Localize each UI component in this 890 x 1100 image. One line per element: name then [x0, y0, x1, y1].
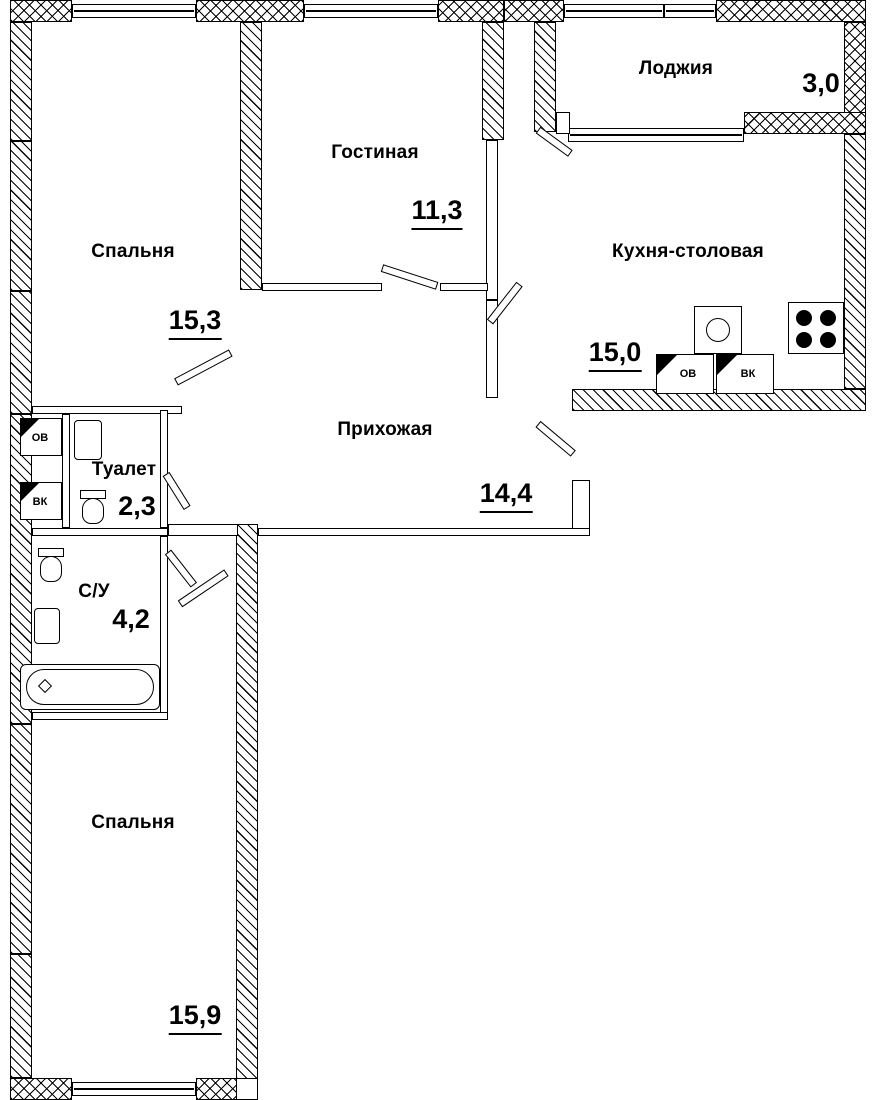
- wall-loggia-bottom-left: [556, 112, 570, 134]
- window-loggia-left-mullion: [566, 10, 662, 12]
- wall-exterior-top-left: [10, 0, 72, 22]
- window-bedroom2-bottom-mullion: [74, 1088, 194, 1090]
- wall-exterior-left-c: [10, 291, 32, 414]
- wall-exterior-top-a: [196, 0, 304, 22]
- wall-exterior-left-b: [10, 141, 32, 291]
- wall-bedroom1-living: [240, 22, 262, 290]
- door-kitchen-hall[interactable]: [535, 421, 575, 457]
- door-living[interactable]: [381, 264, 439, 290]
- wall-exterior-left-f: [10, 954, 32, 1078]
- room-area-bedroom2: 15,9: [169, 1000, 222, 1035]
- riser-label-vk-hall: ВК: [26, 492, 54, 512]
- kitchen-sink-basin: [706, 318, 730, 342]
- room-label-loggia: Лоджия: [638, 58, 714, 79]
- riser-label-vk-kitchen: ВК: [732, 364, 764, 384]
- window-living-top-mullion: [306, 10, 436, 12]
- wall-loggia-left: [534, 22, 556, 132]
- stove-burner-4: [820, 332, 836, 348]
- door-bedroom1[interactable]: [174, 349, 232, 385]
- room-label-hall: Прихожая: [337, 419, 433, 440]
- washbasin-toilet: [74, 420, 102, 460]
- riser-corner-vk-kitchen: [716, 354, 738, 376]
- wall-corner-bottom-right: [236, 1078, 258, 1100]
- toilet-tank-bath: [38, 548, 64, 557]
- wall-exterior-bottom-left: [10, 1078, 72, 1100]
- kitchen-stove: [788, 302, 844, 354]
- wall-living-right-a: [482, 22, 504, 140]
- wall-hall-bottom: [258, 528, 590, 536]
- wall-exterior-left-e: [10, 724, 32, 954]
- room-area-kitchen: 15,0: [589, 337, 642, 372]
- wall-living-bottom-right: [440, 283, 488, 291]
- room-label-bedroom1: Спальня: [91, 241, 175, 262]
- wall-exterior-top-c: [504, 0, 564, 22]
- room-area-hall: 14,4: [480, 478, 533, 513]
- room-area-living: 11,3: [411, 195, 462, 230]
- wall-exterior-top-d: [716, 0, 866, 22]
- window-kitchen-top-mullion: [570, 134, 742, 136]
- wall-hall-right-stub: [572, 480, 590, 534]
- room-area-bedroom1: 15,3: [169, 305, 222, 340]
- toilet-tank-wc: [80, 490, 106, 499]
- room-label-bath: С/У: [78, 581, 110, 602]
- room-label-bedroom2: Спальня: [91, 812, 175, 833]
- wall-toilet-right: [160, 410, 168, 528]
- wall-toilet-bath-divider: [32, 528, 168, 536]
- riser-corner-ov-hall: [20, 418, 40, 438]
- wall-loggia-bottom-right: [744, 112, 866, 134]
- wall-living-bottom-left: [262, 283, 382, 291]
- riser-corner-ov-kitchen: [656, 354, 678, 376]
- window-bedroom1-top-mullion: [74, 10, 194, 12]
- toilet-bowl-bath: [40, 556, 62, 582]
- stove-burner-1: [796, 310, 812, 326]
- room-label-kitchen: Кухня-столовая: [612, 241, 764, 262]
- toilet-bowl-wc: [82, 498, 104, 524]
- stove-burner-2: [820, 310, 836, 326]
- room-area-toilet: 2,3: [118, 491, 156, 521]
- room-label-living: Гостиная: [331, 142, 419, 163]
- room-area-bath: 4,2: [112, 604, 150, 634]
- window-loggia-mid-mullion: [666, 10, 714, 12]
- wall-bath-bottom: [32, 712, 168, 720]
- riser-corner-vk-hall: [20, 482, 40, 502]
- door-bath[interactable]: [165, 550, 197, 588]
- wall-living-right-b: [486, 140, 498, 300]
- stove-burner-3: [796, 332, 812, 348]
- wall-kitchen-right: [844, 134, 866, 389]
- room-label-toilet: Туалет: [91, 459, 157, 480]
- washbasin-bath: [34, 608, 60, 644]
- wall-hall-corner: [168, 524, 238, 536]
- room-area-loggia: 3,0: [802, 68, 840, 98]
- wall-bath-right: [160, 536, 168, 716]
- riser-label-ov-hall: ОВ: [26, 428, 54, 448]
- wall-riser-closet-right: [62, 414, 70, 528]
- wall-exterior-top-b: [438, 0, 504, 22]
- riser-label-ov-kitchen: ОВ: [672, 364, 704, 384]
- wall-bedroom2-right: [236, 524, 258, 1080]
- wall-exterior-left-a: [10, 22, 32, 141]
